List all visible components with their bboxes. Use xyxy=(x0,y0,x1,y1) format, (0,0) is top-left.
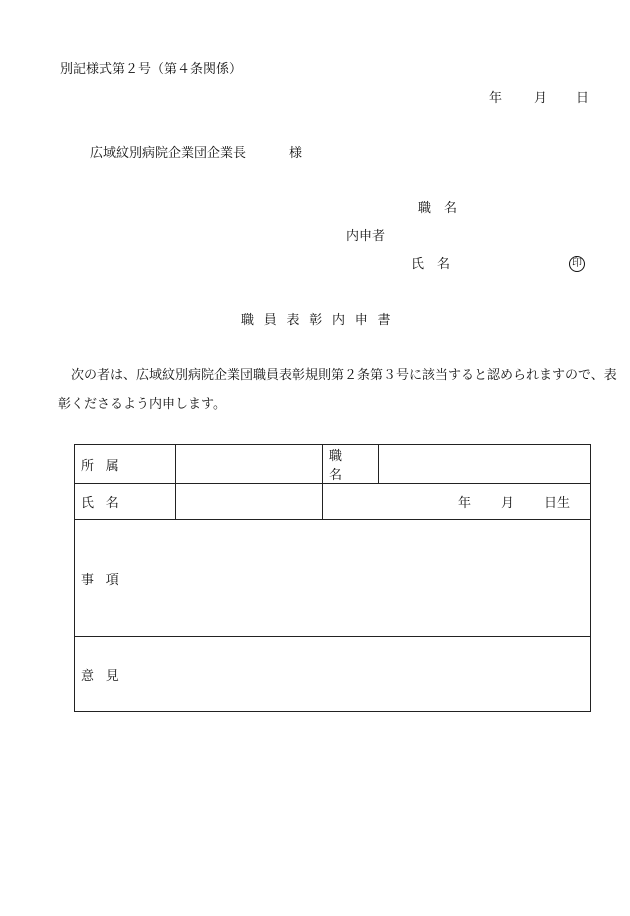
name-label-cell xyxy=(75,484,176,520)
table-row xyxy=(75,637,591,712)
applicant-heading: 内申者 xyxy=(346,229,386,244)
table-row xyxy=(75,445,591,484)
birth-month: 月 xyxy=(500,496,514,511)
table-row xyxy=(75,484,591,520)
birth-day: 日生 xyxy=(543,496,570,511)
birth-year: 年 xyxy=(457,496,471,511)
form-number: 別記様式第２号（第４条関係） xyxy=(60,62,243,77)
position-label: 職名 xyxy=(329,449,354,483)
honorific: 様 xyxy=(289,146,303,161)
name-label: 氏名 xyxy=(81,496,131,511)
body-text: 次の者は、広域紋別病院企業団職員表彰規則第２条第３号に該当すると認められますので、表彰くださるよう内申します。 xyxy=(58,368,617,412)
name-value-cell xyxy=(176,484,323,520)
matters-cell xyxy=(75,520,591,637)
position-label-cell xyxy=(323,445,379,484)
applicant-position-label: 職 名 xyxy=(418,201,458,216)
table-row xyxy=(75,520,591,637)
opinion-cell xyxy=(75,637,591,712)
affiliation-label-cell xyxy=(75,445,176,484)
addressee: 広域紋別病院企業団企業長 xyxy=(90,146,247,161)
affiliation-label: 所属 xyxy=(81,458,131,474)
opinion-label: 意見 xyxy=(81,668,131,684)
birthdate-cell xyxy=(323,484,591,520)
position-value-cell xyxy=(379,445,591,484)
seal-mark: 印 xyxy=(569,256,585,272)
date-month: 月 xyxy=(534,91,548,106)
matters-label: 事項 xyxy=(81,572,131,588)
affiliation-value-cell xyxy=(176,445,323,484)
document-title: 職員表彰内申書 xyxy=(241,313,401,328)
application-table xyxy=(74,444,591,712)
date-year: 年 xyxy=(489,91,503,106)
applicant-name-label: 氏 名 xyxy=(411,257,451,272)
date-day: 日 xyxy=(576,91,590,106)
